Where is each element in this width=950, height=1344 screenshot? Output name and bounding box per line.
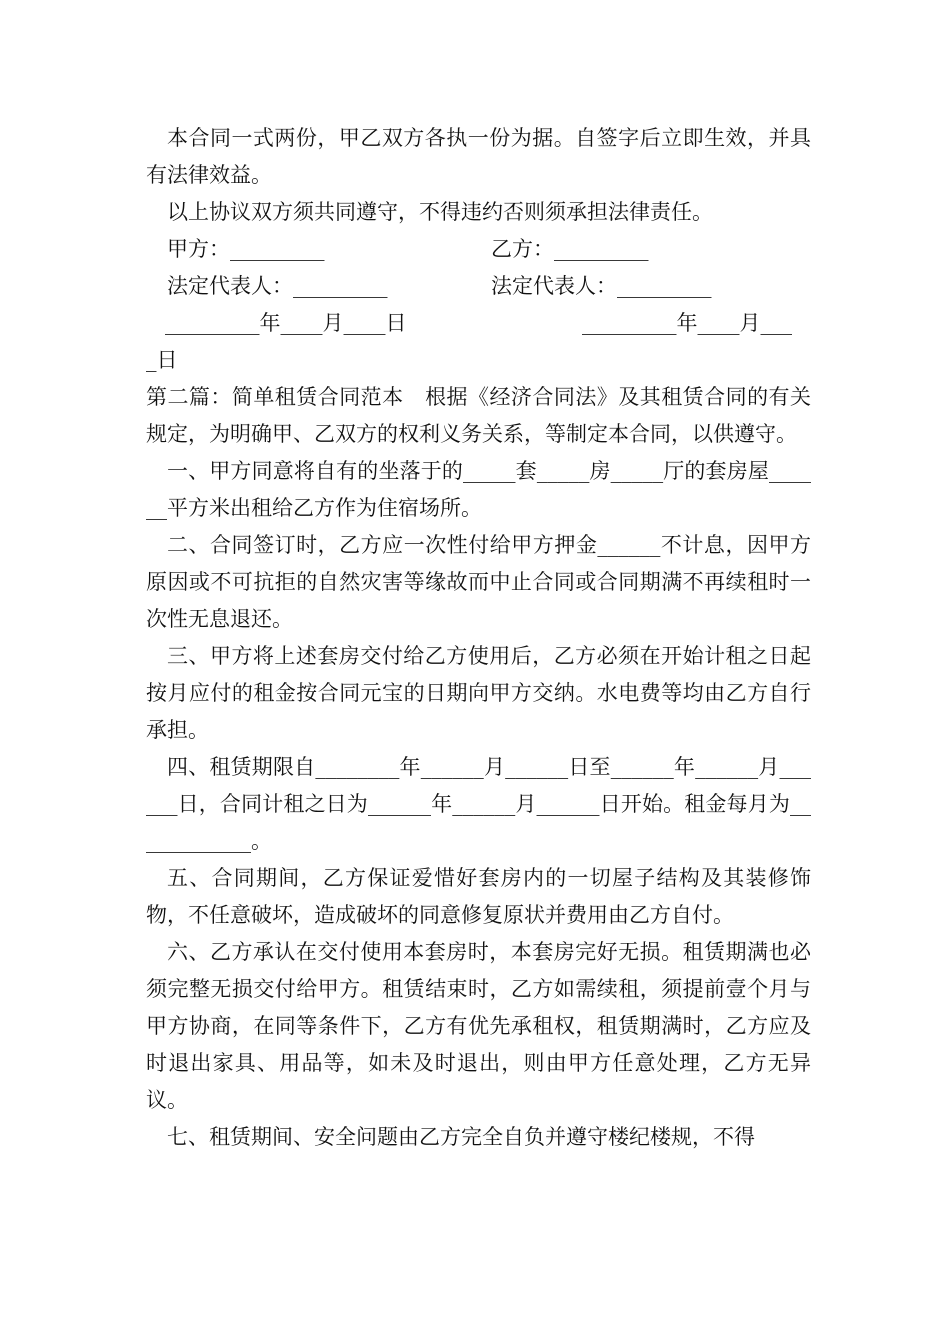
party-a-signature: 甲方：_________ (167, 237, 325, 261)
clause-5: 五、合同期间，乙方保证爱惜好套房内的一切屋子结构及其装修饰物，不任意破坏，造成破坏的同意修复原状并费用由乙方自付。 (146, 866, 811, 927)
clause-3: 三、甲方将上述套房交付给乙方使用后，乙方必须在开始计租之日起按月应付的租金按合同元宝的日期向甲方交纳。水电费等均由乙方自行承担。 (146, 644, 811, 742)
party-b-representative: 法定代表人：_________ (491, 274, 712, 298)
party-a-date: _________年____月____日 (165, 311, 407, 335)
document-page (146, 120, 811, 1156)
paragraph-copies-validity: 本合同一式两份，甲乙双方各执一份为据。自签字后立即生效，并具有法律效益。 (146, 126, 811, 187)
clause-7: 七、租赁期间、安全问题由乙方完全自负并遵守楼纪楼规，不得 (167, 1125, 755, 1149)
clause-6: 六、乙方承认在交付使用本套房时，本套房完好无损。租赁期满也必须完整无损交付给甲方。租赁结束时，乙方如需续租，须提前壹个月与甲方协商，在同等条件下，乙方有优先承租权，租赁期满时，乙方应及时退出家具、用品等，如未及时退出，则由甲方任意处理，乙方无异议。 (146, 940, 811, 1112)
party-b-date: _________年____月___ (582, 311, 792, 335)
party-b-date-wrap: _日 (146, 348, 178, 372)
party-a-representative: 法定代表人：_________ (167, 274, 388, 298)
clause-1: 一、甲方同意将自有的坐落于的_____套_____房_____厅的套房屋______平方米出租给乙方作为住宿场所。 (146, 459, 811, 520)
signature-date-row (146, 305, 811, 379)
paragraph-compliance: 以上协议双方须共同遵守，不得违约否则须承担法律责任。 (167, 200, 713, 224)
signature-rep-row (146, 268, 811, 305)
clause-4: 四、租赁期限自________年______月______日至______年______月______日，合同计租之日为______年______月______日开始。租金每月为____________。 (146, 755, 811, 853)
signature-party-row (146, 231, 811, 268)
party-b-signature: 乙方：_________ (491, 237, 649, 261)
section-two-intro: 第二篇：简单租赁合同范本 根据《经济合同法》及其租赁合同的有关规定，为明确甲、乙双方的权利义务关系，等制定本合同，以供遵守。 (146, 385, 811, 446)
clause-2: 二、合同签订时，乙方应一次性付给甲方押金______不计息，因甲方原因或不可抗拒的自然灾害等缘故而中止合同或合同期满不再续租时一次性无息退还。 (146, 533, 811, 631)
